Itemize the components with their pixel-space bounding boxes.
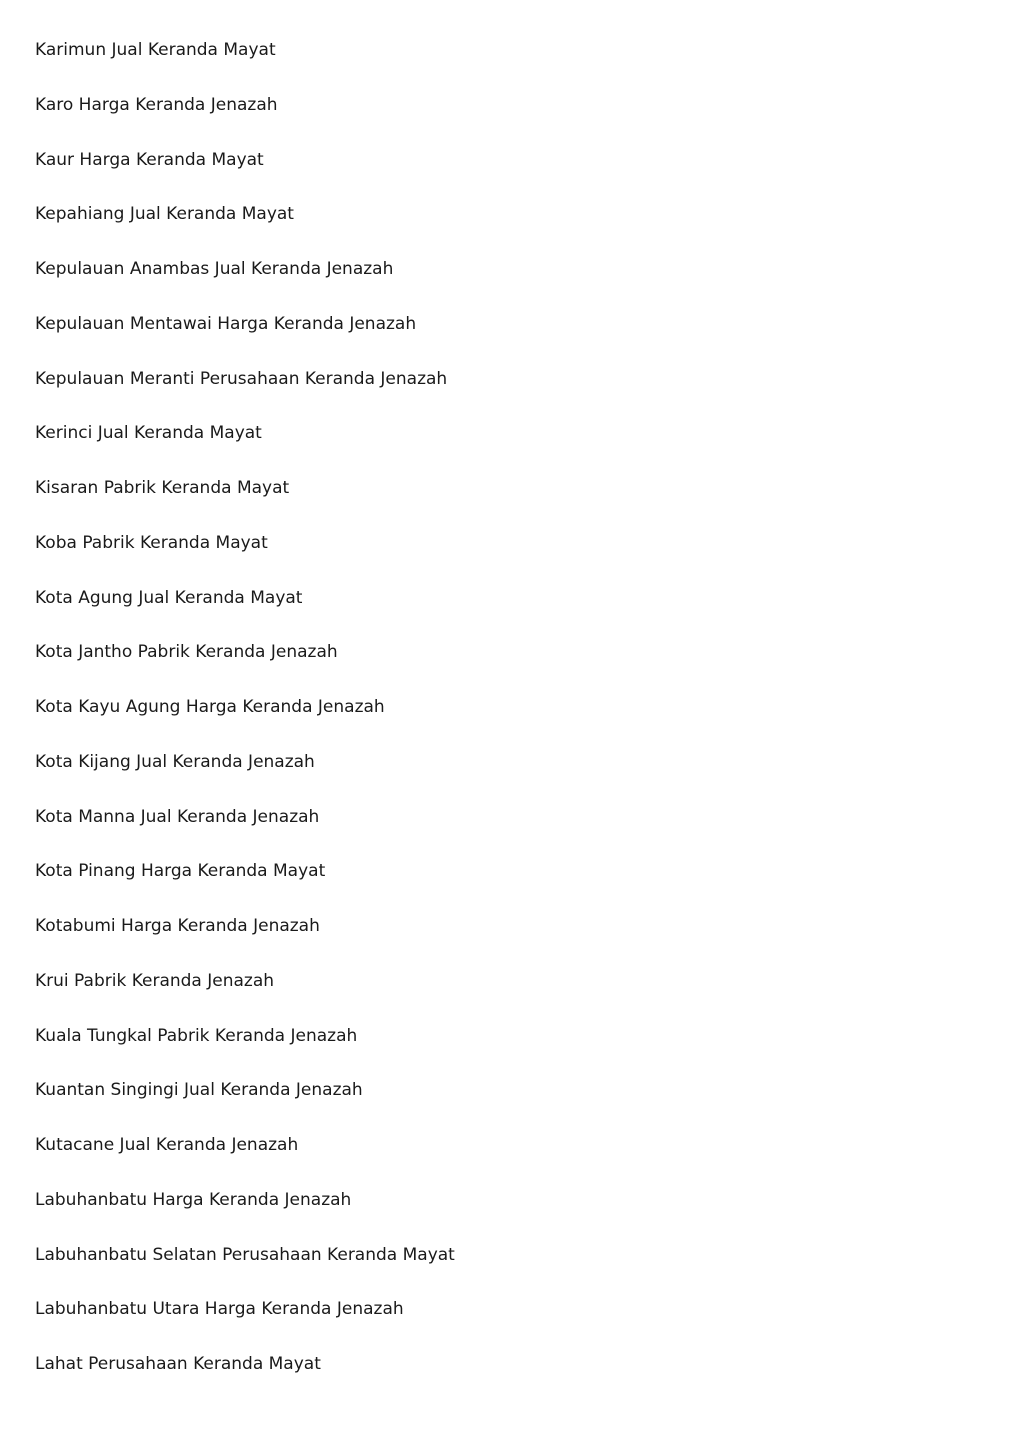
- list-item: Kota Kijang Jual Keranda Jenazah: [35, 751, 315, 772]
- list-item: Labuhanbatu Harga Keranda Jenazah: [35, 1189, 352, 1210]
- keyword-list: [35, 36, 455, 1405]
- list-item: Kuantan Singingi Jual Keranda Jenazah: [35, 1080, 363, 1101]
- list-item: Kota Manna Jual Keranda Jenazah: [35, 806, 320, 827]
- list-item: Kaur Harga Keranda Mayat: [35, 149, 264, 170]
- list-item: Kepulauan Mentawai Harga Keranda Jenazah: [35, 313, 417, 334]
- list-item: Krui Pabrik Keranda Jenazah: [35, 970, 275, 991]
- list-item: Kota Jantho Pabrik Keranda Jenazah: [35, 642, 338, 663]
- list-item: Kotabumi Harga Keranda Jenazah: [35, 916, 320, 936]
- list-item: Labuhanbatu Utara Harga Keranda Jenazah: [35, 1299, 404, 1320]
- list-item: Kerinci Jual Keranda Mayat: [35, 423, 262, 444]
- list-item: Kuala Tungkal Pabrik Keranda Jenazah: [35, 1025, 358, 1046]
- list-item: Kota Pinang Harga Keranda Mayat: [35, 861, 326, 882]
- list-item: Karimun Jual Keranda Mayat: [35, 40, 276, 60]
- list-item: Koba Pabrik Keranda Mayat: [35, 532, 268, 553]
- list-item: Kepulauan Meranti Perusahaan Keranda Jenazah: [35, 368, 448, 389]
- list-item: Kota Kayu Agung Harga Keranda Jenazah: [35, 697, 385, 717]
- list-item: Kota Agung Jual Keranda Mayat: [35, 587, 303, 608]
- list-item: Kepulauan Anambas Jual Keranda Jenazah: [35, 259, 394, 279]
- list-item: Lahat Perusahaan Keranda Mayat: [35, 1354, 321, 1374]
- list-item: Labuhanbatu Selatan Perusahaan Keranda Mayat: [35, 1244, 455, 1265]
- list-item: Kutacane Jual Keranda Jenazah: [35, 1135, 299, 1155]
- list-item: Kepahiang Jual Keranda Mayat: [35, 204, 294, 225]
- list-item: Kisaran Pabrik Keranda Mayat: [35, 478, 290, 498]
- list-item: Karo Harga Keranda Jenazah: [35, 94, 278, 115]
